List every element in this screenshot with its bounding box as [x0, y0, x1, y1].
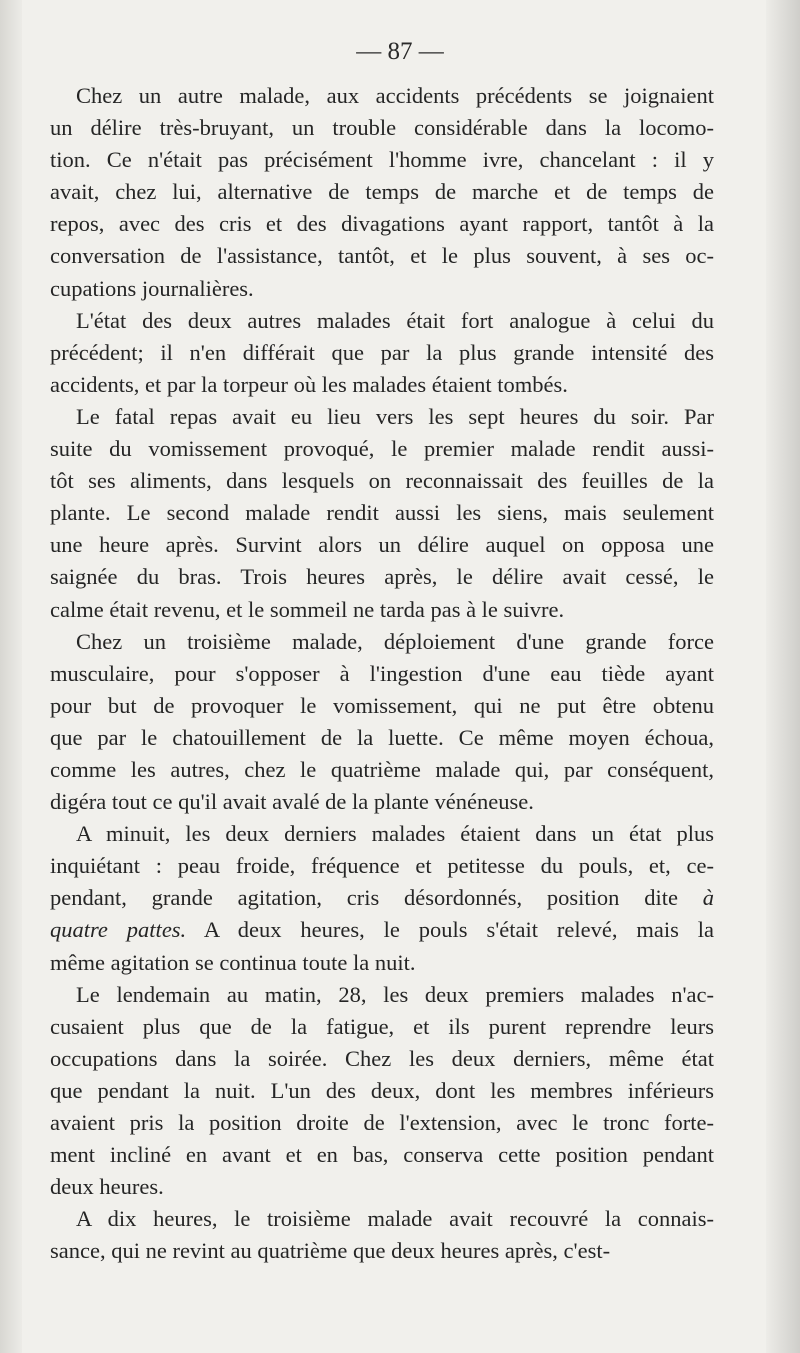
text-line: tôt ses aliments, dans lesquels on reconnaissait des feuilles de la [50, 468, 714, 494]
text-line: Chez un troisième malade, déploiement d'une grande force [76, 628, 714, 654]
text-line: plante. Le second malade rendit aussi les siens, mais seulement [50, 500, 714, 526]
text-line: inquiétant : peau froide, fréquence et petitesse du pouls, et, ce- [50, 853, 714, 879]
text-line: précédent; il n'en différait que par la plus grande intensité des [50, 339, 714, 365]
text-line: même agitation se continua toute la nuit. [50, 949, 416, 975]
text-line: conversation de l'assistance, tantôt, et le plus souvent, à ses oc- [50, 243, 714, 269]
text-line: calme était revenu, et le sommeil ne tarda pas à le suivre. [50, 596, 565, 622]
text-line: Chez un autre malade, aux accidents précédents se joignaient [76, 83, 714, 108]
text-line: comme les autres, chez le quatrième malade qui, par conséquent, [50, 756, 714, 782]
text-line: suite du vomissement provoqué, le premier malade rendit aussi- [50, 436, 714, 462]
text-line: A dix heures, le troisième malade avait recouvré la connais- [76, 1206, 714, 1232]
text-line: que par le chatouillement de la luette. Ce même moyen échoua, [50, 724, 714, 750]
text-line: digéra tout ce qu'il avait avalé de la plante vénéneuse. [50, 789, 534, 815]
text-line: L'état des deux autres malades était fort analogue à celui du [76, 307, 714, 333]
text-line: cupations journalières. [50, 275, 254, 301]
paragraph [50, 979, 714, 1204]
page-number: — 87 — [356, 38, 444, 65]
text-line: A minuit, les deux derniers malades étaient dans un état plus [76, 821, 714, 847]
text-line: tion. Ce n'était pas précisément l'homme ivre, chancelant : il y [50, 147, 714, 173]
text-line: Le fatal repas avait eu lieu vers les sept heures du soir. Par [76, 403, 714, 429]
text-line: un délire très-bruyant, un trouble considérable dans la locomo- [50, 115, 714, 141]
text-line: que pendant la nuit. L'un des deux, dont les membres inférieurs [50, 1077, 714, 1103]
text-line: musculaire, pour s'opposer à l'ingestion d'une eau tiède ayant [50, 660, 714, 686]
paragraph [50, 305, 714, 401]
text-line: pendant, grande agitation, cris désordonnés, position dite à [50, 885, 714, 911]
text-line: accidents, et par la torpeur où les malades étaient tombés. [50, 371, 568, 397]
paragraph [50, 626, 714, 819]
page-right-edge [766, 0, 800, 1353]
text-line: cusaient plus que de la fatigue, et ils purent reprendre leurs [50, 1013, 714, 1039]
text-line: une heure après. Survint alors un délire auquel on opposa une [50, 532, 714, 558]
text-line: quatre pattes. A deux heures, le pouls s'était relevé, mais la [50, 917, 714, 943]
paragraph [50, 1203, 714, 1267]
text-line: avait, chez lui, alternative de temps de marche et de temps de [50, 179, 714, 205]
text-line: avaient pris la position droite de l'extension, avec le tronc forte- [50, 1110, 714, 1135]
text-line: saignée du bras. Trois heures après, le délire avait cessé, le [50, 564, 714, 590]
paragraph [50, 818, 714, 978]
text-line: Le lendemain au matin, 28, les deux premiers malades n'ac- [76, 981, 714, 1007]
paragraph [50, 80, 714, 305]
page-left-edge [0, 0, 22, 1353]
paragraph [50, 401, 714, 626]
text-line: pour but de provoquer le vomissement, qui ne put être obtenu [50, 692, 714, 718]
text-line: deux heures. [50, 1174, 164, 1200]
text-line: occupations dans la soirée. Chez les deux derniers, même état [50, 1045, 714, 1071]
text-line: repos, avec des cris et des divagations ayant rapport, tantôt à la [50, 211, 714, 237]
text-line: sance, qui ne revint au quatrième que deux heures après, c'est- [50, 1238, 611, 1264]
body-text [50, 80, 714, 1267]
text-line: ment incliné en avant et en bas, conserva cette position pendant [50, 1142, 714, 1168]
